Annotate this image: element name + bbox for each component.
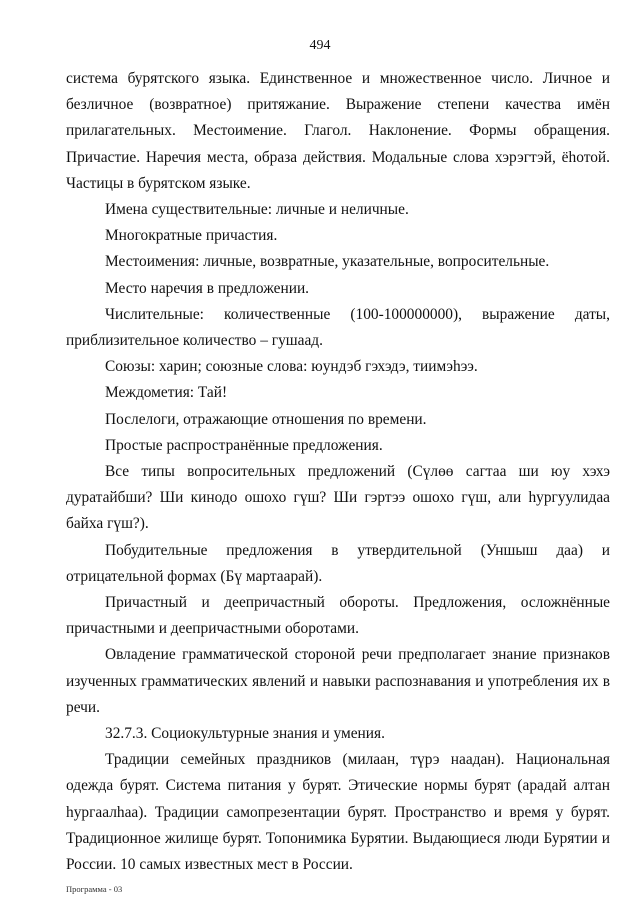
paragraph-questions: Все типы вопросительных предложений (Сүлөө сагтаа ши юу хэхэ дуратайбши? Ши кинодо ошохо гүш? Ши гэртээ ошохо гүш, али hургуулидаа байха гүш?). — [66, 463, 610, 533]
paragraph-adverbs: Место наречия в предложении. — [105, 279, 310, 297]
paragraph-postpositions: Послелоги, отражающие отношения по времени. — [105, 410, 427, 428]
paragraph-conjunctions: Союзы: харин; союзные слова: юундэб гэхэдэ, тиимэhээ. — [105, 358, 478, 376]
paragraph-traditions: Традиции семейных праздников (милаан, түрэ наадан). Национальная одежда бурят. Система питания у бурят. Этические нормы бурят (арадай алтан hургаалhаа). Традиции самопрезентации бурят. Пространство и время у бурят. Традиционное жилище бурят. Топонимика Бурятии. Выдающиеся люди Бурятии и России. 10 самых известных мест в России. — [66, 751, 610, 874]
paragraph-simple-sentences: Простые распространённые предложения. — [105, 436, 383, 454]
paragraph-interjections: Междометия: Тай! — [105, 384, 228, 402]
page-footer: Программа - 03 — [66, 884, 123, 894]
paragraph-grammar-system: система бурятского языка. Единственное и множественное число. Личное и безличное (возвратное) притяжание. Выражение степени качества имён прилагательных. Местоимение. Глагол. Наклонение. Формы обращения. Причастие. Наречия места, образа действия. Модальные слова хэрэгтэй, ёhотой. Частицы в бурятском языке. — [66, 70, 610, 192]
paragraph-pronouns: Местоимения: личные, возвратные, указательные, вопросительные. — [105, 253, 550, 271]
paragraph-grammar-mastery: Овладение грамматической стороной речи предполагает знание признаков изученных грамматических явлений и навыки распознавания и употребления их в речи. — [66, 646, 610, 716]
paragraph-numerals: Числительные: количественные (100-100000000), выражение даты, приблизительное количество – гушаад. — [66, 305, 610, 350]
paragraph-turns: Причастный и деепричастный обороты. Предложения, осложнённые причастными и деепричастными оборотами. — [66, 594, 610, 638]
section-heading-sociocultural: 32.7.3. Социокультурные знания и умения. — [105, 725, 385, 743]
paragraph-nouns: Имена существительные: личные и неличные. — [105, 201, 409, 219]
paragraph-imperatives: Побудительные предложения в утвердительной (Уншыш даа) и отрицательной формах (Бү мартаарай). — [66, 541, 610, 585]
paragraph-participles: Многократные причастия. — [105, 227, 278, 245]
page-number: 494 — [309, 38, 331, 53]
page-body — [66, 66, 610, 878]
